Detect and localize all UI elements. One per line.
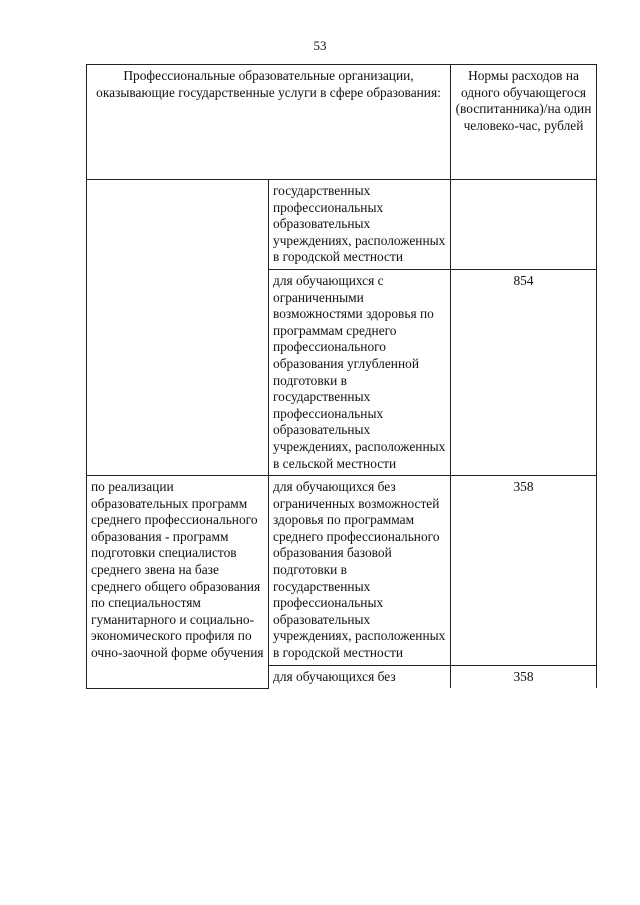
- category-cell: для обучающихся без: [269, 665, 451, 688]
- value-cell: 358: [451, 476, 597, 666]
- page-number: 53: [313, 38, 327, 53]
- category-cell: для обучающихся с ограниченными возможностями здоровья по программам среднего профессионального образования углубленной подготовки в государственных профессиональных образовательных учреждениях, расположенных в сельской местности: [269, 269, 451, 475]
- table-row: [87, 180, 597, 270]
- table-row: [87, 476, 597, 666]
- table-header-row: [87, 65, 597, 180]
- service-cell: [87, 180, 269, 476]
- header-norms: Нормы расходов на одного обучающегося (воспитанника)/на один человеко-час, рублей: [451, 65, 597, 180]
- value-cell: [451, 180, 597, 270]
- category-cell: для обучающихся без ограниченных возможностей здоровья по программам среднего профессионального образования базовой подготовки в государственных профессиональных образовательных учреждениях, расположенных в городской местности: [269, 476, 451, 666]
- value-cell: 358: [451, 665, 597, 688]
- norms-table: [86, 64, 597, 689]
- header-organizations: Профессиональные образовательные организации, оказывающие государственные услуги в сфере образования:: [87, 65, 451, 180]
- service-cell: по реализации образовательных программ среднего профессионального образования - программ подготовки специалистов среднего звена на базе среднего общего образования по специальностям гуманитарного и социально-экономического профиля по очно-заочной форме обучения: [87, 476, 269, 689]
- category-cell: государственных профессиональных образовательных учреждениях, расположенных в городской местности: [269, 180, 451, 270]
- value-cell: 854: [451, 269, 597, 475]
